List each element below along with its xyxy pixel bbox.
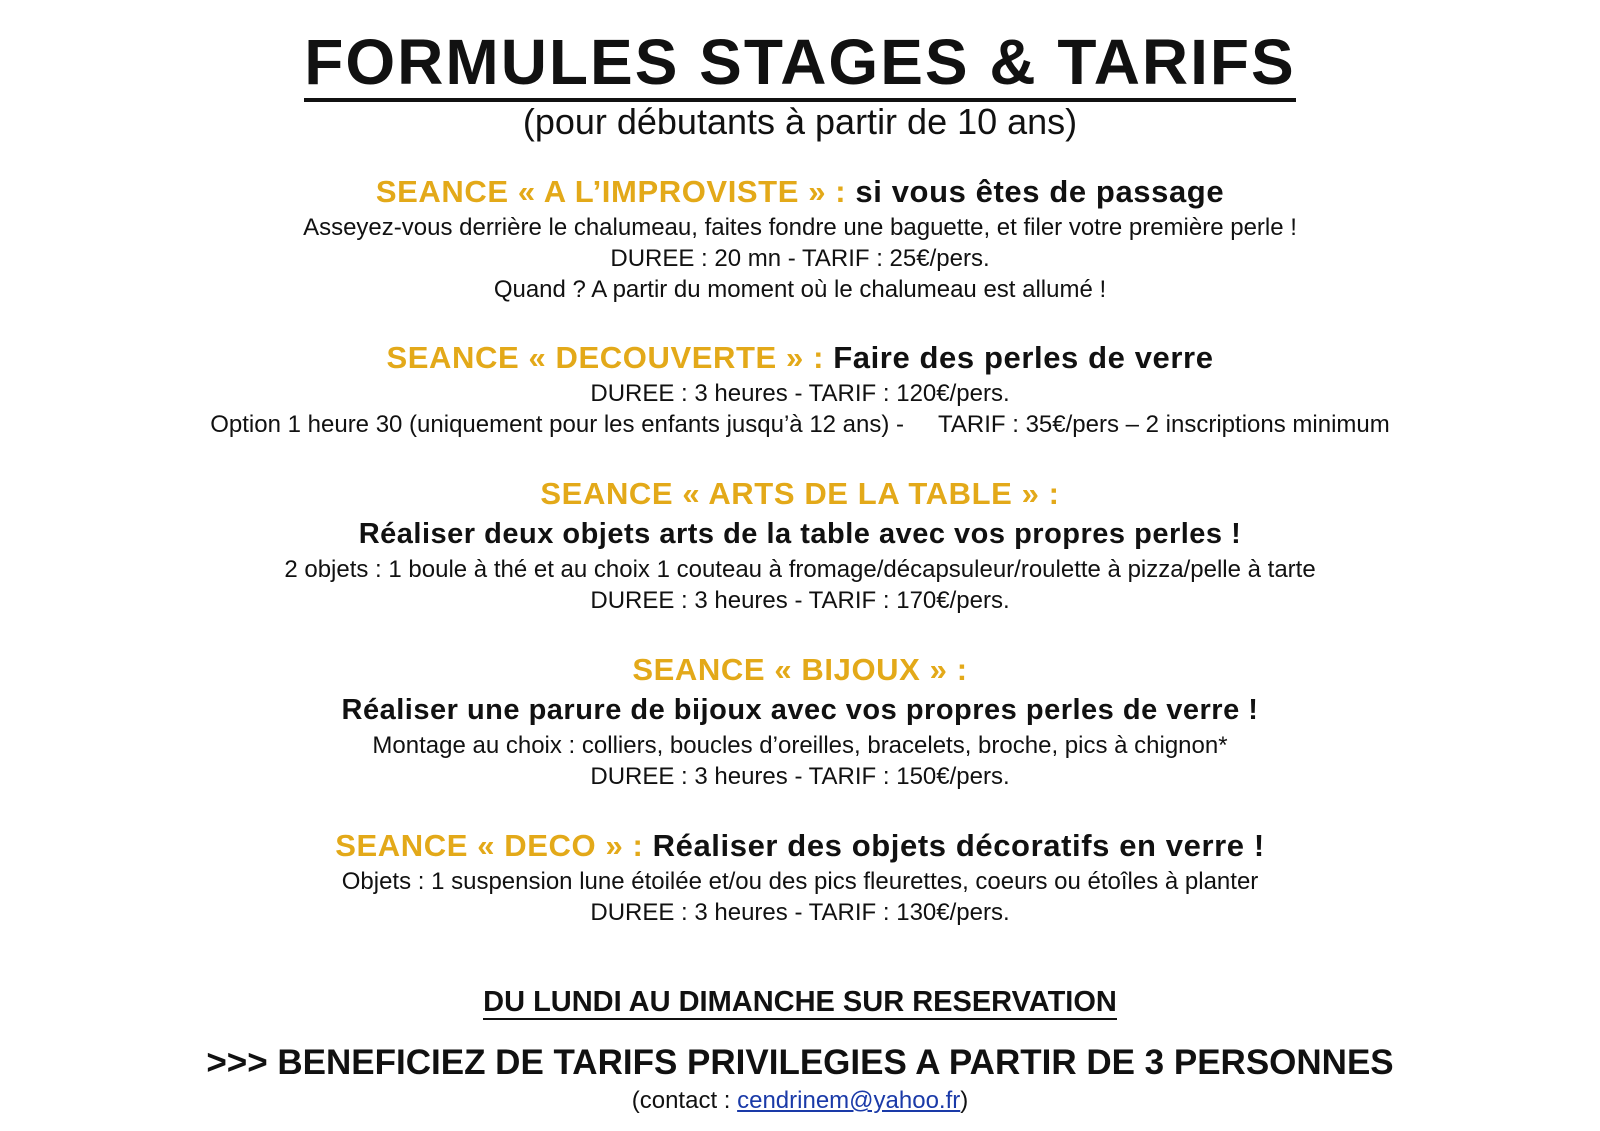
- session-tagline: Réaliser une parure de bijoux avec vos propres perles de verre !: [341, 694, 1259, 726]
- session-name: SEANCE « BIJOUX » :: [632, 652, 968, 687]
- session-deco: [0, 826, 1600, 928]
- session-duration-price: DUREE : 3 heures - TARIF : 150€/pers.: [590, 763, 1010, 790]
- session-improviste: [0, 172, 1600, 305]
- session-heading: [0, 172, 1600, 212]
- contact-email-link[interactable]: cendrinem@yahoo.fr: [737, 1087, 961, 1114]
- session-name: SEANCE « DECO » :: [335, 828, 644, 863]
- contact-suffix: ): [960, 1087, 969, 1114]
- session-option-text: Option 1 heure 30 (uniquement pour les enfants jusqu’à 12 ans) -: [210, 411, 905, 438]
- session-line: 2 objets : 1 boule à thé et au choix 1 couteau à fromage/décapsuleur/roulette à pizza/pelle à tarte: [284, 556, 1316, 583]
- session-name: SEANCE « A L’IMPROVISTE » :: [375, 174, 847, 209]
- session-line: Objets : 1 suspension lune étoilée et/ou des pics fleurettes, coeurs ou étoîles à planter: [341, 868, 1259, 895]
- session-heading: [0, 338, 1600, 378]
- session-tagline: Faire des perles de verre: [833, 340, 1214, 375]
- session-option-price: TARIF : 35€/pers – 2 inscriptions minimum: [938, 411, 1390, 438]
- session-decouverte: [0, 338, 1600, 440]
- session-line: Asseyez-vous derrière le chalumeau, faites fondre une baguette, et filer votre première perle !: [303, 214, 1297, 241]
- group-discount-banner: >>> BENEFICIEZ DE TARIFS PRIVILEGIES A PARTIR DE 3 PERSONNES: [206, 1043, 1394, 1082]
- session-name: SEANCE « DECOUVERTE » :: [386, 340, 824, 375]
- opening-days-text: DU LUNDI AU DIMANCHE SUR RESERVATION: [483, 986, 1117, 1018]
- session-tagline: Réaliser des objets décoratifs en verre !: [652, 828, 1265, 863]
- page-title: [0, 26, 1600, 98]
- session-duration-price: DUREE : 3 heures - TARIF : 170€/pers.: [590, 587, 1010, 614]
- session-tagline: Réaliser deux objets arts de la table avec vos propres perles !: [358, 518, 1242, 550]
- session-option: [0, 409, 1600, 440]
- session-duration-price: DUREE : 3 heures - TARIF : 120€/pers.: [590, 380, 1010, 407]
- session-name: SEANCE « ARTS DE LA TABLE » :: [540, 476, 1060, 511]
- session-tagline: si vous êtes de passage: [855, 174, 1225, 209]
- session-arts-de-la-table: [0, 474, 1600, 616]
- page-title-text: FORMULES STAGES & TARIFS: [304, 26, 1295, 102]
- session-line: Quand ? A partir du moment où le chalumeau est allumé !: [493, 276, 1107, 303]
- opening-days: [0, 984, 1600, 1020]
- session-line: Montage au choix : colliers, boucles d’oreilles, bracelets, broche, pics à chignon*: [372, 732, 1228, 759]
- session-duration-price: DUREE : 20 mn - TARIF : 25€/pers.: [610, 245, 990, 272]
- session-bijoux: [0, 650, 1600, 792]
- session-heading: [0, 826, 1600, 866]
- contact-prefix: (contact :: [631, 1087, 738, 1114]
- session-duration-price: DUREE : 3 heures - TARIF : 130€/pers.: [590, 899, 1010, 926]
- contact-line: [0, 1086, 1600, 1116]
- page-subtitle: (pour débutants à partir de 10 ans): [522, 101, 1078, 142]
